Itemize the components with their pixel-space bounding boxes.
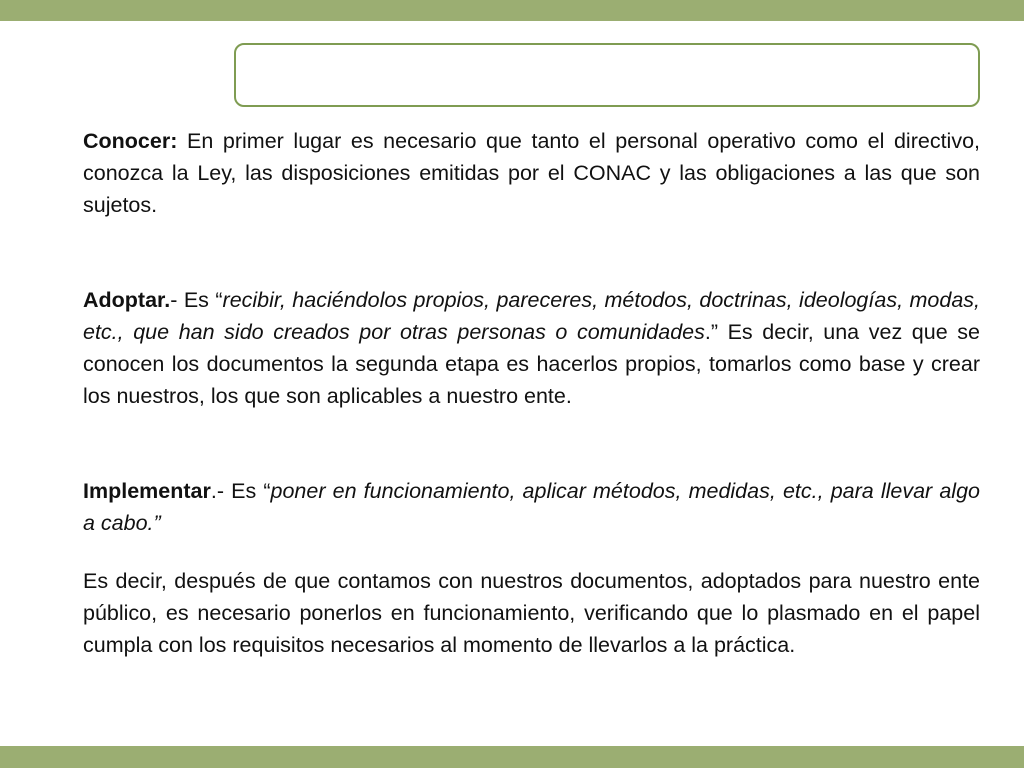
adoptar-text: .” Es decir, una vez que se conocen los documentos la segunda etapa es hacerlos propios, tomarlos como base y crear los nuestros, los que son aplicables a nuestro ente.	[83, 320, 980, 408]
term-implementar: Implementar	[83, 479, 211, 503]
adoptar-quote: recibir, haciéndolos propios, pareceres, métodos, doctrinas, ideologías, modas, etc., que han sido creados por otras personas o comunidades	[83, 288, 981, 344]
conocer-text: En primer lugar es necesario que tanto el personal operativo como el directivo, conozca la Ley, las disposiciones emitidas por el CONAC y las obligaciones a las que son sujetos.	[83, 129, 980, 217]
term-conocer: Conocer:	[83, 129, 178, 153]
paragraph-adoptar	[83, 284, 980, 412]
paragraph-es-decir: Es decir, después de que contamos con nuestros documentos, adoptados para nuestro ente público, es necesario ponerlos en funcionamiento, verificando que lo plasmado en el papel cumpla con los requisitos necesarios al momento de llevarlos a la práctica.	[83, 569, 980, 657]
title-box	[234, 43, 980, 107]
slide-body	[83, 125, 980, 661]
paragraph-conocer	[83, 125, 980, 221]
top-accent-bar	[0, 0, 1024, 21]
adoptar-separator: - Es “	[170, 288, 223, 312]
bottom-accent-bar	[0, 746, 1024, 768]
term-adoptar: Adoptar.	[83, 288, 171, 312]
implementar-quote: poner en funcionamiento, aplicar métodos, medidas, etc., para llevar algo a cabo.”	[83, 479, 980, 535]
paragraph-implementar	[83, 475, 980, 539]
implementar-separator: .- Es “	[210, 479, 271, 503]
